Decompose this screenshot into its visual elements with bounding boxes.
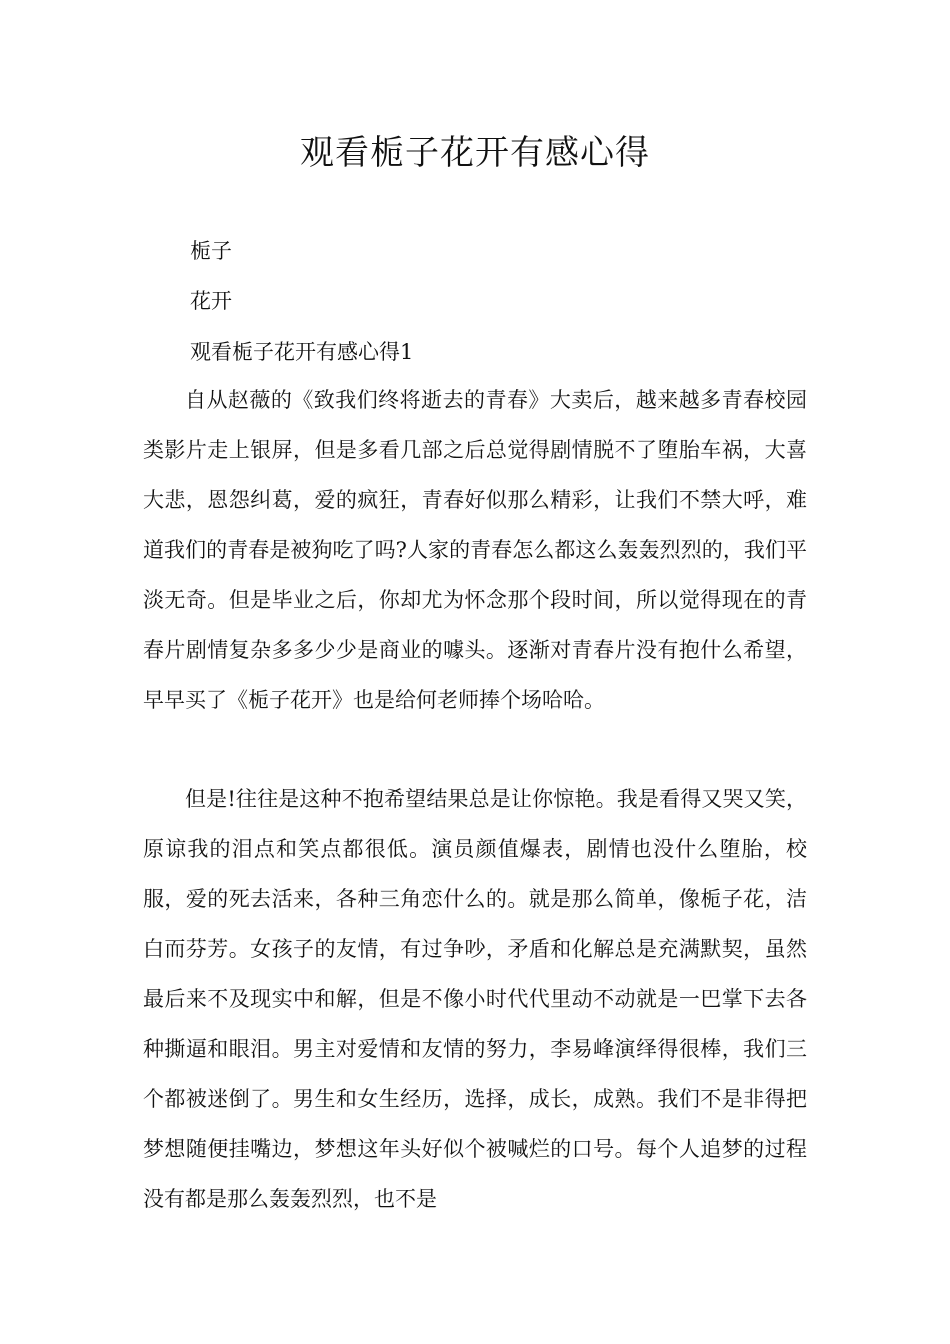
section-heading: 观看栀子花开有感心得1: [190, 340, 414, 364]
body-paragraph-2: 但是!往往是这种不抱希望结果总是让你惊艳。我是看得又哭又笑，原谅我的泪点和笑点都很低。演员颜值爆表，剧情也没什么堕胎，校服，爱的死去活来，各种三角恋什么的。就是那么简单，像栀子花，洁白而芬芳。女孩子的友情，有过争吵，矛盾和化解总是充满默契，虽然最后来不及现实中和解，但是不像小时代代里动不动就是一巴掌下去各种撕逼和眼泪。男主对爱情和友情的努力，李易峰演绎得很棒，我们三个都被迷倒了。男生和女生经历，选择，成长，成熟。我们不是非得把梦想随便挂嘴边，梦想这年头好似个被喊烂的口号。每个人追梦的过程没有都是那么轰轰烈烈，也不是: [143, 787, 807, 1211]
body-paragraph-1: 自从赵薇的《致我们终将逝去的青春》大卖后，越来越多青春校园类影片走上银屏，但是多看几部之后总觉得剧情脱不了堕胎车祸，大喜大悲，恩怨纠葛，爱的疯狂，青春好似那么精彩，让我们不禁大呼，难道我们的青春是被狗吃了吗?人家的青春怎么都这么轰轰烈烈的，我们平淡无奇。但是毕业之后，你却尤为怀念那个段时间，所以觉得现在的青春片剧情复杂多多少少是商业的噱头。逐渐对青春片没有抱什么希望，早早买了《栀子花开》也是给何老师捧个场哈哈。: [143, 388, 807, 712]
subtitle-line-2: 花开: [190, 289, 232, 313]
document-title: 观看栀子花开有感心得: [300, 133, 650, 173]
subtitle-line-1: 栀子: [190, 239, 232, 263]
